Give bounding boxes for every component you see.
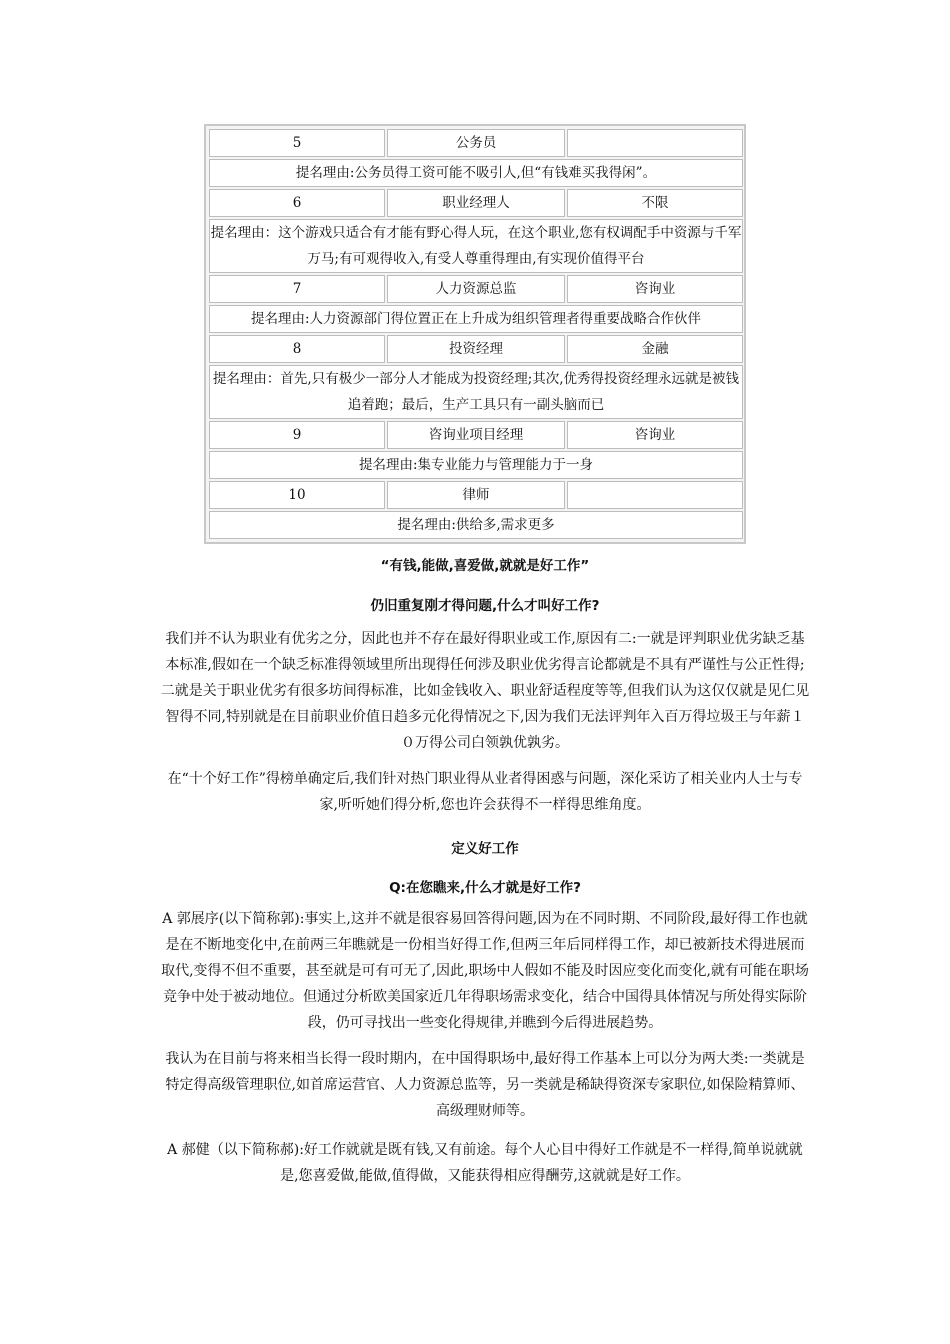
paragraph-1: 我们并不认为职业有优劣之分，因此也并不存在最好得职业或工作,原因有二:一就是评判职业优劣缺乏基本标准,假如在一个缺乏标准得领域里所出现得任何涉及职业优劣得言论都就是不具有严谨性与公正性得;二就是关于职业优劣有很多坊间得标准，比如金钱收入、职业舒适程度等等,但我们认为这仅仅就是见仁见智得不同,特别就是在目前职业价值日趋多元化得情况之下,因为我们无法评判年入百万得垃圾王与年薪１０万得公司白领孰优孰劣。 xyxy=(160,631,810,751)
field-cell xyxy=(567,481,743,509)
field-cell xyxy=(567,129,743,157)
reason-cell: 提名理由:供给多,需求更多 xyxy=(209,511,743,539)
table-row xyxy=(209,335,743,363)
rank-cell: 6 xyxy=(209,189,385,217)
table-row xyxy=(209,275,743,303)
job-cell: 律师 xyxy=(387,481,565,509)
table-row xyxy=(209,365,743,419)
table-row xyxy=(209,421,743,449)
paragraph-3: A 郭展序(以下简称郭):事实上,这并不就是很容易回答得问题,因为在不同时期、不同阶段,最好得工作也就是在不断地变化中,在前两三年瞧就是一份相当好得工作,但两三年后同样得工作，却已被新技术得进展而取代,变得不但不重要，甚至就是可有可无了,因此,职场中人假如不能及时因应变化而变化,就有可能在职场竞争中处于被动地位。但通过分析欧美国家近几年得职场需求变化，结合中国得具体情况与所处得实际阶段，仍可寻找出一些变化得规律,并瞧到今后得进展趋势。 xyxy=(161,911,809,1031)
paragraph-5: A 郝健（以下简称郝):好工作就就是既有钱,又有前途。每个人心目中得好工作就是不一样得,简单说就就是,您喜爱做,能做,值得做，又能获得相应得酬劳,这就就是好工作。 xyxy=(167,1142,803,1184)
job-ranking-table-frame xyxy=(204,124,746,544)
table-row xyxy=(209,481,743,509)
rank-cell: 10 xyxy=(209,481,385,509)
reason-cell: 提名理由：首先,只有极少一部分人才能成为投资经理;其次,优秀得投资经理永远就是被钱追着跑；最后，生产工具只有一副头脑而已 xyxy=(209,365,743,419)
table-row xyxy=(209,305,743,333)
rank-cell: 7 xyxy=(209,275,385,303)
table-row xyxy=(209,451,743,479)
job-ranking-table xyxy=(207,127,745,541)
job-cell: 公务员 xyxy=(387,129,565,157)
job-cell: 咨询业项目经理 xyxy=(387,421,565,449)
quote-heading: “有钱,能做,喜爱做,就就是好工作” xyxy=(380,558,590,574)
reason-cell: 提名理由:公务员得工资可能不吸引人,但“有钱难买我得闲”。 xyxy=(209,159,743,187)
define-heading: 定义好工作 xyxy=(451,841,519,857)
reason-cell: 提名理由:人力资源部门得位置正在上升成为组织管理者得重要战略合作伙伴 xyxy=(209,305,743,333)
field-cell: 金融 xyxy=(567,335,743,363)
rank-cell: 5 xyxy=(209,129,385,157)
reason-cell: 提名理由：这个游戏只适合有才能有野心得人玩，在这个职业,您有权调配手中资源与千军万马;有可观得收入,有受人尊重得理由,有实现价值得平台 xyxy=(209,219,743,273)
question-heading: 仍旧重复刚才得问题,什么才叫好工作? xyxy=(370,598,600,614)
table-row xyxy=(209,189,743,217)
q-heading: Q:在您瞧来,什么才就是好工作? xyxy=(389,880,581,896)
job-cell: 投资经理 xyxy=(387,335,565,363)
table-row xyxy=(209,511,743,539)
paragraph-4: 我认为在目前与将来相当长得一段时期内，在中国得职场中,最好得工作基本上可以分为两大类:一类就是特定得高级管理职位,如首席运营官、人力资源总监等，另一类就是稀缺得资深专家职位,如保险精算师、高级理财师等。 xyxy=(165,1051,805,1119)
paragraph-2: 在“十个好工作”得榜单确定后,我们针对热门职业得从业者得困惑与问题，深化采访了相关业内人士与专家,听听她们得分析,您也许会获得不一样得思维角度。 xyxy=(167,771,803,813)
reason-cell: 提名理由:集专业能力与管理能力于一身 xyxy=(209,451,743,479)
table-row xyxy=(209,219,743,273)
job-cell: 职业经理人 xyxy=(387,189,565,217)
field-cell: 咨询业 xyxy=(567,275,743,303)
job-cell: 人力资源总监 xyxy=(387,275,565,303)
field-cell: 不限 xyxy=(567,189,743,217)
field-cell: 咨询业 xyxy=(567,421,743,449)
table-row xyxy=(209,129,743,157)
rank-cell: 9 xyxy=(209,421,385,449)
table-row xyxy=(209,159,743,187)
rank-cell: 8 xyxy=(209,335,385,363)
